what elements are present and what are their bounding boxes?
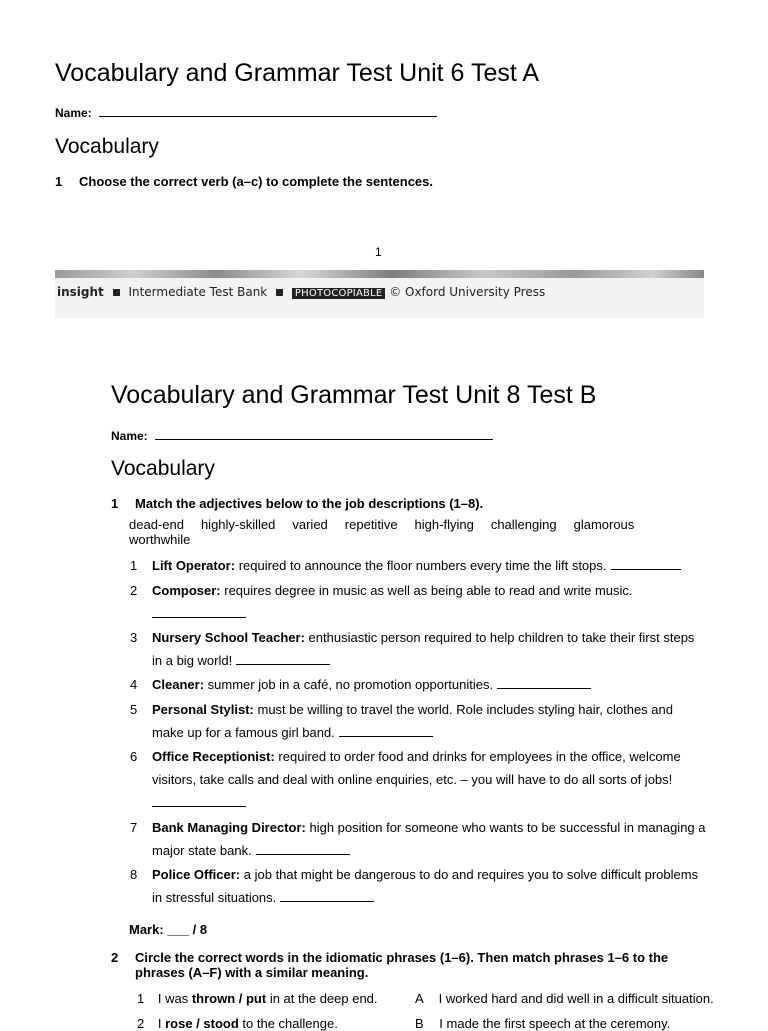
job-description-cont: in stressful situations.: [152, 890, 277, 905]
item-number: 8: [130, 867, 138, 882]
item-number: 2: [137, 1016, 145, 1031]
footer-brand: insight: [57, 285, 104, 299]
word-bank-item: challenging: [490, 517, 557, 532]
page1-title: Vocabulary and Grammar Test Unit 6 Test A: [55, 59, 540, 87]
word-bank: [129, 517, 651, 547]
word-bank-item: high-flying: [414, 517, 474, 532]
answer-blank[interactable]: [236, 651, 330, 665]
job-title: Cleaner:: [152, 677, 205, 692]
footer-credits: [57, 285, 545, 299]
q1-item: [130, 554, 722, 577]
job-title: Lift Operator:: [152, 558, 236, 573]
word-bank-item: highly-skilled: [200, 517, 276, 532]
word-bank-item: worthwhile: [129, 532, 191, 547]
word-bank-item: dead-end: [129, 517, 184, 532]
match-letter: B: [415, 1016, 424, 1031]
square-bullet-icon: [113, 289, 120, 296]
job-description: requires degree in music as well as being able to read and write music.: [224, 583, 633, 598]
name-label: Name:: [111, 429, 148, 443]
phrase-text: I: [157, 1016, 162, 1031]
item-number: 3: [130, 630, 138, 645]
square-bullet-icon: [276, 289, 283, 296]
page2-title: Vocabulary and Grammar Test Unit 8 Test B: [111, 381, 597, 409]
answer-blank[interactable]: [339, 723, 433, 737]
phrase-choice[interactable]: thrown / put: [191, 991, 267, 1006]
answer-blank[interactable]: [256, 841, 350, 855]
page1-name-row: [55, 104, 437, 120]
phrase-text: I was: [157, 991, 189, 1006]
answer-blank[interactable]: [497, 675, 591, 689]
name-field[interactable]: [155, 427, 493, 440]
instruction-number: 1: [55, 174, 63, 189]
page1-instruction: [55, 174, 433, 189]
q1-mark: [129, 922, 207, 937]
job-description-cont: visitors, take calls and deal with online enquiries, etc. – you will have to do all sorts of jobs!: [152, 772, 673, 787]
match-text: I worked hard and did well in a difficult situation.: [438, 991, 714, 1006]
phrase-text: in at the deep end.: [269, 991, 378, 1006]
page-number: 1: [375, 245, 382, 259]
job-description: required to order food and drinks for employees in the office, welcome: [278, 749, 681, 764]
mark-value: ___ / 8: [167, 922, 208, 937]
item-number: 2: [130, 583, 138, 598]
job-description: enthusiastic person required to help children to take their first steps: [308, 630, 695, 645]
answer-blank[interactable]: [280, 888, 374, 902]
word-bank-item: glamorous: [573, 517, 635, 532]
job-description: a job that might be dangerous to do and requires you to solve difficult problems: [243, 867, 699, 882]
q2-match: [415, 991, 722, 1006]
item-number: 7: [130, 820, 138, 835]
footer-bank: Intermediate Test Bank: [128, 285, 268, 299]
instruction-text: Choose the correct verb (a–c) to complete the sentences.: [79, 174, 433, 189]
job-description-cont: major state bank.: [152, 843, 252, 858]
q1-item: [130, 673, 722, 696]
match-text: I made the first speech at the ceremony.: [439, 1016, 671, 1031]
question-number: 1: [111, 496, 119, 511]
answer-blank[interactable]: [611, 556, 681, 570]
q1-item: [130, 579, 722, 625]
page2-name-row: [111, 427, 493, 443]
question-number: 2: [111, 950, 119, 965]
phrase-text: to the challenge.: [242, 1016, 338, 1031]
job-title: Police Officer:: [152, 867, 241, 882]
q1-item: [130, 816, 722, 862]
job-title: Personal Stylist:: [152, 702, 254, 717]
q1-instruction: [111, 496, 483, 511]
page1-section-heading: Vocabulary: [55, 135, 159, 158]
job-title: Nursery School Teacher:: [152, 630, 305, 645]
mark-label: Mark:: [129, 922, 164, 937]
question-text: Match the adjectives below to the job descriptions (1–8).: [135, 496, 484, 511]
q1-item: [130, 863, 722, 909]
item-number: 4: [130, 677, 138, 692]
footer-image-strip: [55, 270, 704, 278]
q2-instruction: [111, 950, 723, 980]
job-description: summer job in a café, no promotion opportunities.: [207, 677, 494, 692]
word-bank-item: varied: [292, 517, 328, 532]
job-description: required to announce the floor numbers every time the lift stops.: [238, 558, 607, 573]
photocopiable-badge: PHOTOCOPIABLE: [292, 288, 385, 299]
item-number: 5: [130, 702, 138, 717]
job-title: Composer:: [152, 583, 221, 598]
job-description-cont: make up for a famous girl band.: [152, 725, 335, 740]
answer-blank[interactable]: [152, 793, 246, 807]
job-title: Bank Managing Director:: [152, 820, 306, 835]
phrase-choice[interactable]: rose / stood: [165, 1016, 239, 1031]
answer-blank[interactable]: [152, 604, 246, 618]
page2-section-heading: Vocabulary: [111, 457, 215, 480]
item-number: 1: [137, 991, 145, 1006]
name-label: Name:: [55, 106, 92, 120]
item-number: 6: [130, 749, 138, 764]
q1-item: [130, 745, 722, 814]
question-text: Circle the correct words in the idiomatic phrases (1–6). Then match phrases 1–6 to the: [135, 950, 669, 965]
q2-phrase: [137, 991, 407, 1006]
item-number: 1: [130, 558, 138, 573]
job-description: high position for someone who wants to be successful in managing a: [309, 820, 706, 835]
match-letter: A: [415, 991, 423, 1006]
footer-publisher: © Oxford University Press: [389, 285, 546, 299]
page-footer: [55, 270, 704, 318]
q1-item: [130, 626, 722, 672]
job-title: Office Receptionist:: [152, 749, 275, 764]
job-description-cont: in a big world!: [152, 653, 233, 668]
q1-item: [130, 698, 722, 744]
word-bank-item: repetitive: [344, 517, 398, 532]
job-description: must be willing to travel the world. Role includes styling hair, clothes and: [257, 702, 673, 717]
question-text-cont: phrases (A–F) with a similar meaning.: [135, 965, 369, 980]
name-field[interactable]: [99, 104, 437, 117]
